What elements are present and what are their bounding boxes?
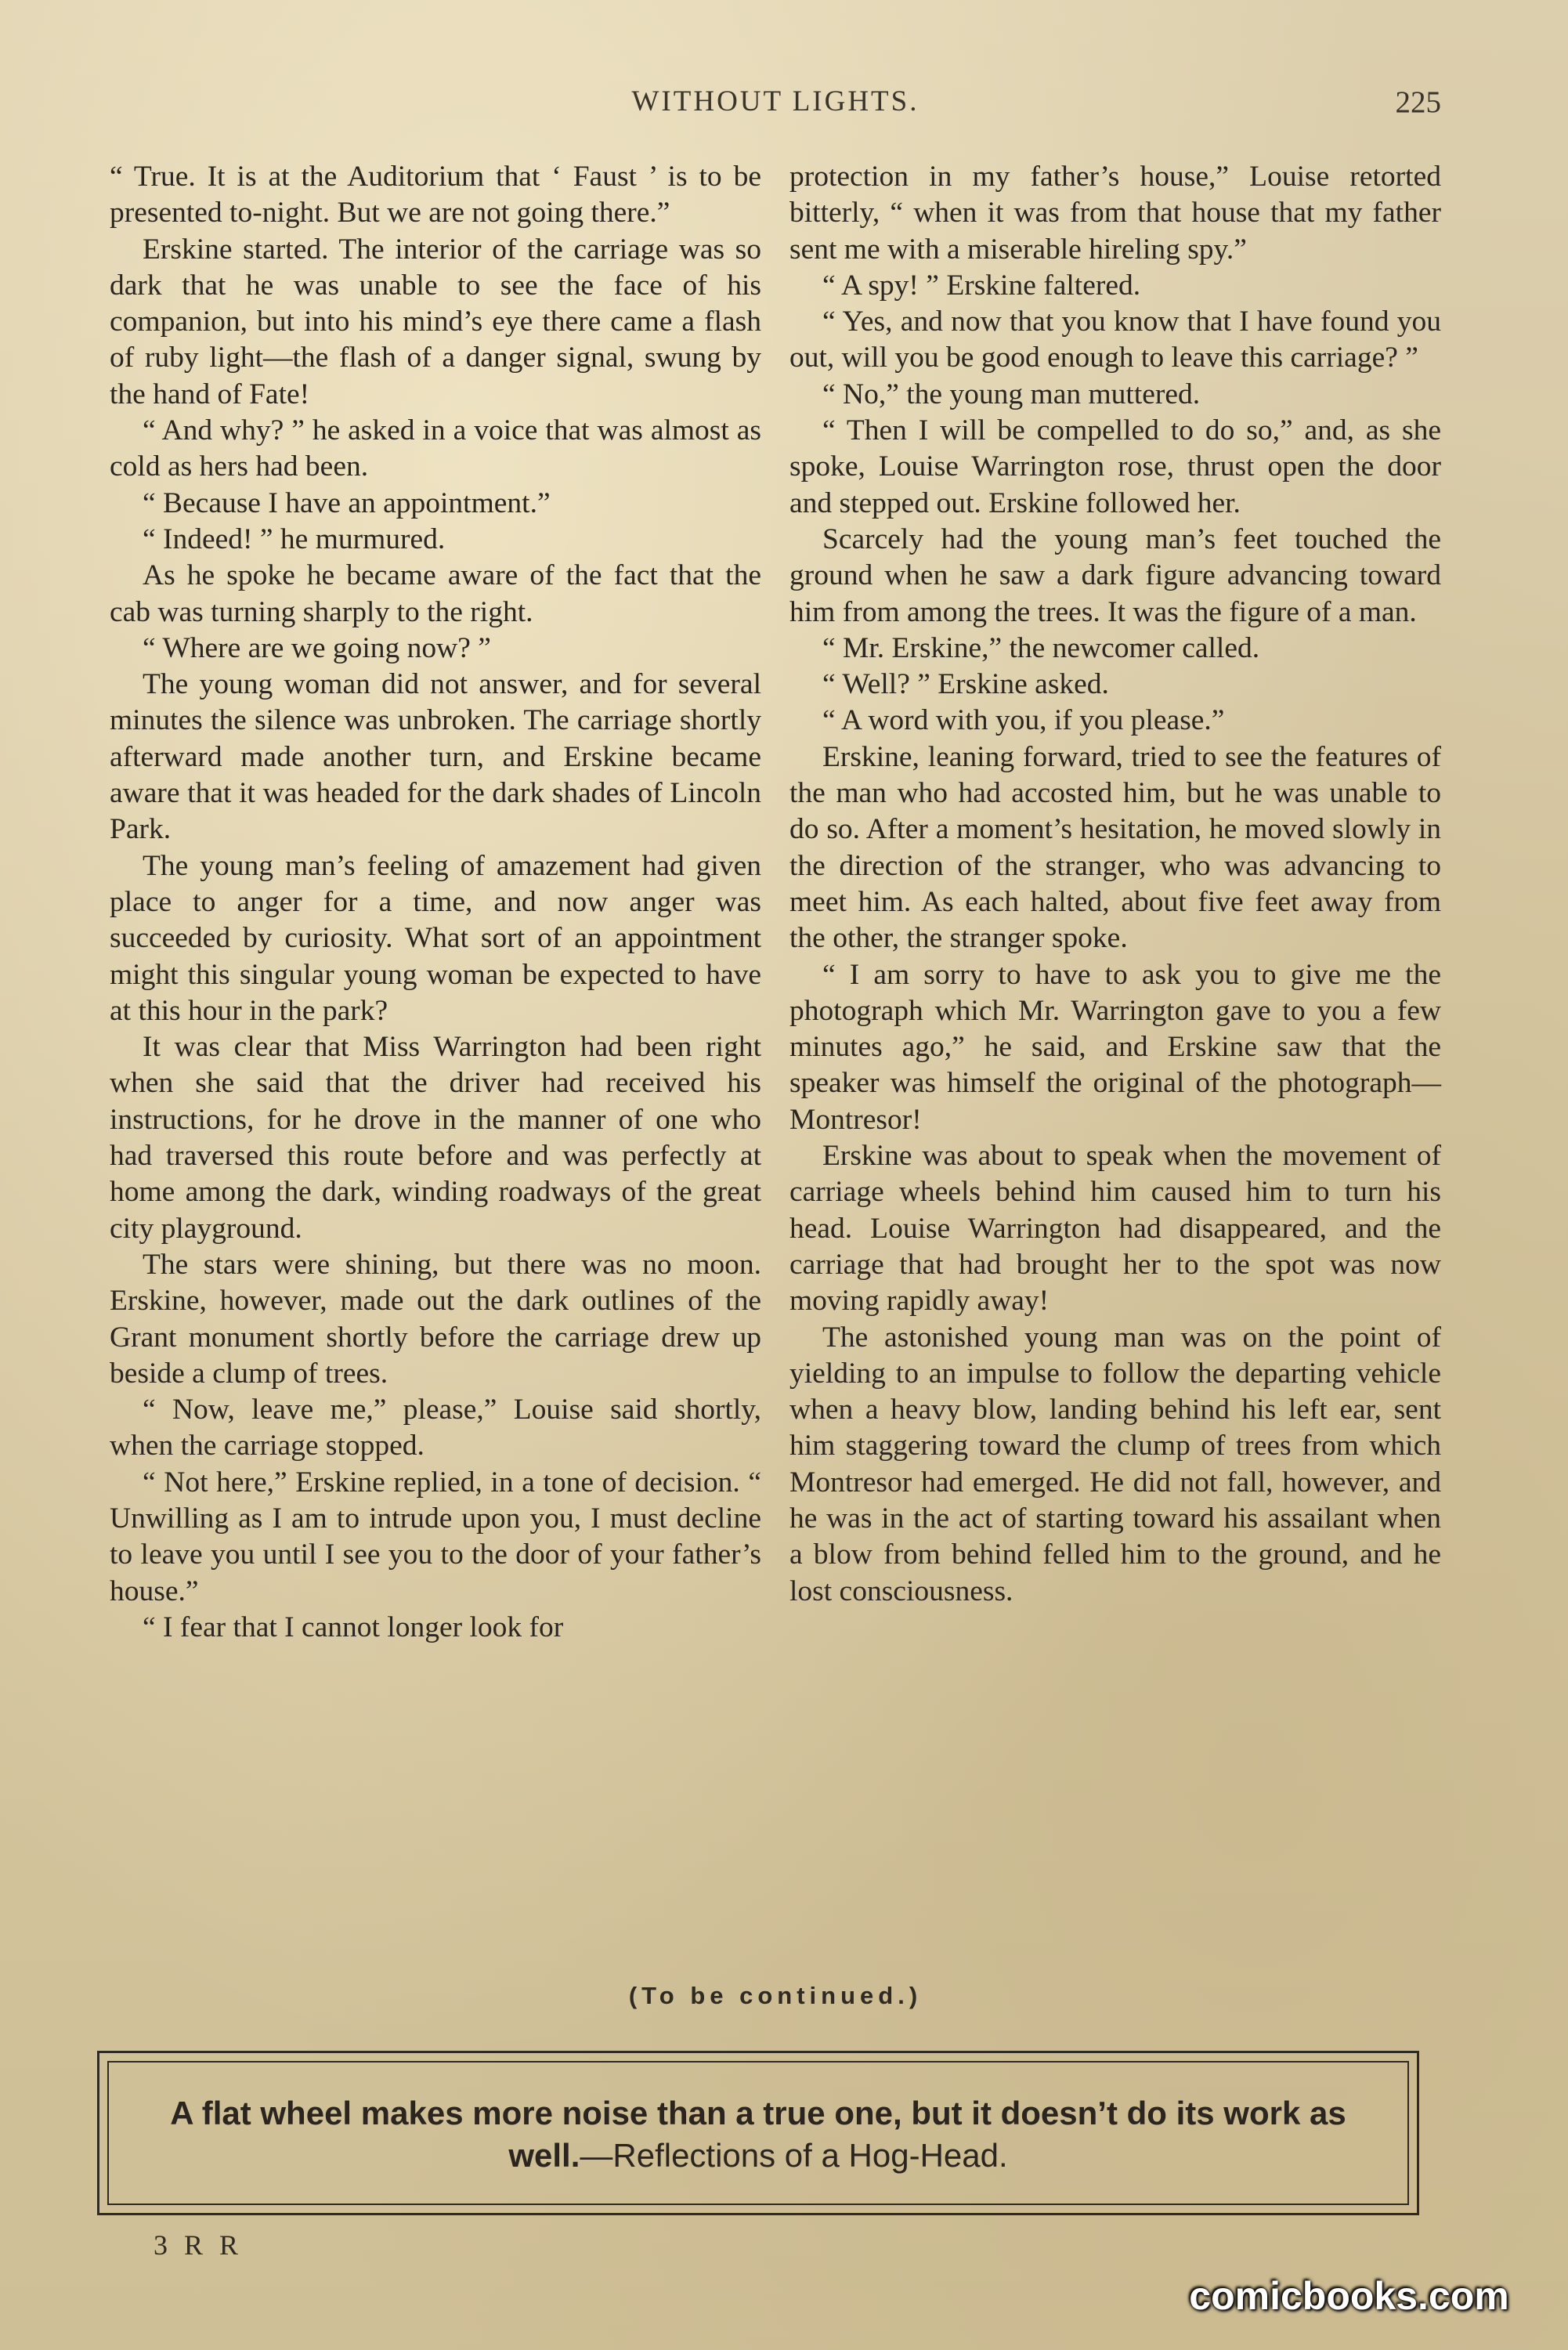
paragraph: “ True. It is at the Auditorium that ‘ Faust ’ is to be presented to-night. But we are not going there.”	[110, 161, 761, 230]
paragraph: It was clear that Miss Warrington had been right when she said that the driver had received his instructions, for he drove in the manner of one who had traversed this route before and was perfectly at home among the dark, winding roadways of the great city playground.	[110, 1031, 761, 1245]
paragraph: Erskine was about to speak when the movement of carriage wheels behind him caused him to turn his head. Louise Warrington had disappeared, and the carriage that had brought her to the spot was now moving rapidly away!	[789, 1140, 1441, 1318]
paragraph: “ Not here,” Erskine replied, in a tone of decision. “ Unwilling as I am to intrude upon you, I must decline to leave you until I see you to the door of your father’s house.”	[110, 1466, 761, 1607]
running-title: WITHOUT LIGHTS.	[631, 85, 919, 118]
paragraph: The astonished young man was on the point of yielding to an impulse to follow the departing vehicle when a heavy blow, landing behind his left ear, sent him staggering toward the clump of trees from which Montresor had emerged. He did not fall, however, and he was in the act of starting toward his assailant when a blow from behind felled him to the ground, and he lost consciousness.	[789, 1321, 1441, 1607]
paragraph: “ I fear that I cannot longer look for	[143, 1611, 564, 1643]
paragraph: “ Because I have an appointment.”	[143, 486, 551, 519]
paragraph: The young man’s feeling of amazement had given place to anger for a time, and now anger was succeeded by curiosity. What sort of an appointment might this singular young woman be expected to have at this hour in the park?	[110, 849, 761, 1027]
paragraph: As he spoke he became aware of the fact that the cab was turning sharply to the right.	[110, 559, 761, 628]
paragraph: protection in my father’s house,” Louise retorted bitterly, “ when it was from that house that my father sent me with a miserable hireling spy.”	[789, 161, 1441, 266]
left-column	[110, 159, 761, 1646]
paragraph: “ Where are we going now? ”	[143, 631, 491, 664]
paragraph: “ Mr. Erskine,” the newcomer called.	[822, 631, 1260, 664]
paragraph: The young woman did not answer, and for several minutes the silence was unbroken. The carriage shortly afterward made another turn, and Erskine became aware that it was headed for the dark shades of Lincoln Park.	[110, 668, 761, 846]
quote-text-block	[132, 2092, 1384, 2177]
to-be-continued: (To be continued.)	[628, 1982, 923, 2009]
paragraph: Erskine started. The interior of the carriage was so dark that he was unable to see the face of his companion, but into his mind’s eye there came a flash of ruby light—the flash of a danger signal, swung by the hand of Fate!	[110, 233, 761, 410]
paragraph: “ Yes, and now that you know that I have found you out, will you be good enough to leave this carriage? ”	[789, 306, 1441, 374]
paragraph: “ I am sorry to have to ask you to give me the photograph which Mr. Warrington gave to you a few minutes ago,” he said, and Erskine saw that the speaker was himself the original of the photograph—Montresor!	[789, 958, 1441, 1136]
signature-mark: 3 R R	[154, 2229, 244, 2261]
quote-box	[97, 2051, 1419, 2215]
watermark: comicbooks.com	[1189, 2274, 1509, 2318]
paragraph: “ And why? ” he asked in a voice that was almost as cold as hers had been.	[110, 414, 761, 483]
page-number: 225	[1395, 85, 1441, 119]
paragraph: “ Well? ” Erskine asked.	[822, 668, 1109, 701]
paragraph: “ A spy! ” Erskine faltered.	[822, 269, 1141, 302]
paragraph: Scarcely had the young man’s feet touched the ground when he saw a dark figure advancing toward him from among the trees. It was the figure of a man.	[789, 522, 1441, 628]
right-column	[789, 159, 1441, 1610]
page-header	[110, 85, 1441, 132]
quote-text: A flat wheel makes more noise than a true one, but it doesn’t do its work as well.	[170, 2095, 1346, 2174]
paragraph: “ No,” the young man muttered.	[822, 378, 1201, 410]
paragraph: Erskine, leaning forward, tried to see the features of the man who had accosted him, but he was unable to do so. After a moment’s hesitation, he moved slowly in the direction of the stranger, who was advancing to meet him. As each halted, about five feet away from the other, the stranger spoke.	[789, 740, 1441, 955]
paragraph: “ Now, leave me,” please,” Louise said shortly, when the carriage stopped.	[110, 1394, 761, 1462]
quote-box-inner-border	[107, 2061, 1409, 2205]
quote-attribution: —Reflections of a Hog-Head.	[580, 2137, 1008, 2174]
paragraph: “ Indeed! ” he murmured.	[143, 522, 446, 555]
paragraph: The stars were shining, but there was no moon. Erskine, however, made out the dark outlines of the Grant monument shortly before the carriage drew up beside a clump of trees.	[110, 1248, 761, 1390]
paragraph: “ A word with you, if you please.”	[822, 704, 1225, 737]
paragraph: “ Then I will be compelled to do so,” and, as she spoke, Louise Warrington rose, thrust open the door and stepped out. Erskine followed her.	[789, 414, 1441, 519]
